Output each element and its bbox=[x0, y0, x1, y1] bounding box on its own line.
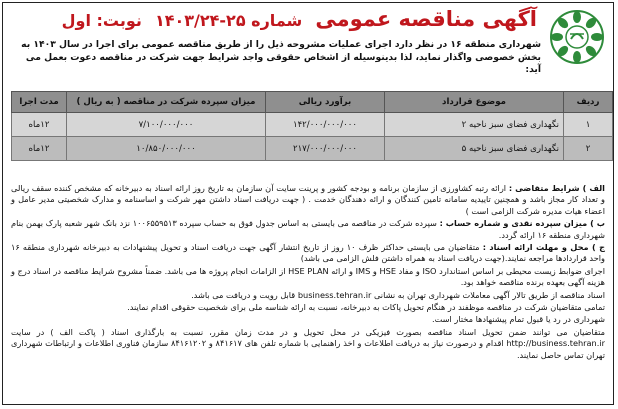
paragraph-hse: اجرای ضوابط زیست محیطی بر اساس استاندارد ISO و مفاد HSE و IMS و ارائه HSE PLAN از الزامات انجام پروژه ها می باشد. ضمناً مشروح شرایط مناقصه در اسناد درج و هزینه آگهی بعهده برنده مناقصه خواهد بود. bbox=[11, 265, 605, 288]
section-b bbox=[11, 218, 605, 241]
col-deposit: میزان سپرده شرکت در مناقصه ( به ریال ) bbox=[67, 92, 266, 113]
table-header-row bbox=[12, 92, 613, 113]
section-c-text: متقاضیان می بایستی حداکثر ظرف ۱۰ روز از تاریخ انتشار آگهی جهت دریافت اسناد و تحویل پیشنهادات به دبیرخانه شهرداری منطقه ۱۶ واحد قراردادها مراجعه نمایند.(جهت دریافت اسناد به همراه داشتن فلش الزامی می باشد) bbox=[11, 242, 605, 264]
notice-title: آگهی مناقصه عمومی bbox=[315, 7, 537, 31]
paragraph-national-id: تمامی متقاضیان شرکت در مناقصه موظفند در هنگام تحویل پاکات به دبیرخانه، نسبت به ارائه شناسه ملی برای شخصیت حقوقی اقدام نمایند. bbox=[127, 302, 605, 313]
col-duration: مدت اجرا bbox=[12, 92, 67, 113]
section-a bbox=[11, 183, 605, 217]
paragraph-rights: شهرداری در رد یا قبول تمام پیشنهادها مختار است. bbox=[432, 314, 605, 325]
section-b-text: سپرده شرکت در مناقصه می بایستی به اساس جدول فوق به حساب سپرده ۱۰۰۶۵۵۹۵۱۳ نزد بانک شهر شعبه پارک بهمن بنام شهرداری منطقه ۱۶ ارائه گردد. bbox=[11, 218, 605, 240]
table-row bbox=[12, 137, 613, 161]
row-number: ۲ bbox=[564, 137, 613, 161]
notice-frame bbox=[2, 2, 614, 405]
paragraph-documents: اسناد مناقصه از طریق تالار آگهی معاملات شهرداری تهران به نشانی business.tehran.ir قابل رویت و دریافت می باشد. bbox=[191, 289, 605, 300]
notice-header bbox=[61, 7, 537, 35]
row-deposit: ۱۰/۸۵۰/۰۰۰/۰۰۰ bbox=[67, 137, 266, 161]
row-duration: ۱۲ماه bbox=[12, 113, 67, 137]
row-estimate: ۲۱۷/۰۰۰/۰۰۰/۰۰۰ bbox=[266, 137, 385, 161]
table-row bbox=[12, 113, 613, 137]
section-c bbox=[11, 242, 605, 265]
row-number: ۱ bbox=[564, 113, 613, 137]
section-a-title: الف ) شرایط متقاضی : bbox=[508, 183, 605, 193]
conditions-text bbox=[11, 183, 605, 362]
paragraph-upload: متقاضیان می توانند ضمن تحویل اسناد مناقصه بصورت فیزیکی در محل تحویل و در مدت زمان مقرر، نسبت به بارگذاری اسناد ( پاکت الف ) در سایت http://business.tehran.ir اقدام و درصورت نیاز به دریافت اطلاعات و اخذ راهنمایی با شماره تلفن های ۸۴۱۶۱۷ و ۸۴۱۶۱۲۰۲ سازمان فناوری اطلاعات و ارتباطات شهرداری تهران تماس حاصل نمایند. bbox=[11, 326, 605, 360]
section-a-text: ارائه رتبه کشاورزی از سازمان برنامه و بودجه کشور و پرینت سایت آن سازمان به تاریخ روز ارائه اسناد به دبیرخانه که مشخص کننده سقف ریالی و تعداد کار مجاز باشد و همچنین تاییدیه سامانه تامین کنندگان و ارائه دهندگان خدمت . ( جهت دریافت اسناد داشتن مهر شرکت و اساسنامه و مدارک شخصیتی مدیر عامل و اعضاء هیات مدیره شرکت الزامی است ) bbox=[11, 183, 605, 216]
col-subject: موضوع قرارداد bbox=[385, 92, 564, 113]
notice-turn: نوبت: اول bbox=[61, 11, 142, 30]
row-subject: نگهداری فضای سبز ناحیه ۵ bbox=[385, 137, 564, 161]
row-duration: ۱۲ماه bbox=[12, 137, 67, 161]
row-estimate: ۱۴۲/۰۰۰/۰۰۰/۰۰۰ bbox=[266, 113, 385, 137]
tender-table bbox=[11, 91, 613, 161]
intro-paragraph: شهرداری منطقه ۱۶ در نظر دارد اجرای عملیات مشروحه ذیل را از طریق مناقصه عمومی برای اجرا در سال ۱۴۰۳ به بخش خصوصی واگذار نماید، لذا بدینوسیله از اشخاص حقوقی واجد شرایط جهت شرکت در مناقصه دعوت بعمل می آید: bbox=[21, 39, 541, 75]
col-row-number: ردیف bbox=[564, 92, 613, 113]
tehran-municipality-logo bbox=[549, 9, 605, 65]
row-deposit: ۷/۱۰۰/۰۰۰/۰۰۰ bbox=[67, 113, 266, 137]
section-c-title: ج ) محل و مهلت ارائه اسناد : bbox=[482, 242, 605, 253]
section-b-title: ب ) میزان سپرده نقدی و شماره حساب : bbox=[439, 218, 606, 229]
row-subject: نگهداری فضای سبز ناحیه ۲ bbox=[385, 113, 564, 137]
col-estimate: برآورد ریالی bbox=[266, 92, 385, 113]
logo-emblem-icon bbox=[549, 9, 605, 65]
notice-number: شماره ۲۵-۱۴۰۳/۲۴ bbox=[154, 11, 303, 30]
